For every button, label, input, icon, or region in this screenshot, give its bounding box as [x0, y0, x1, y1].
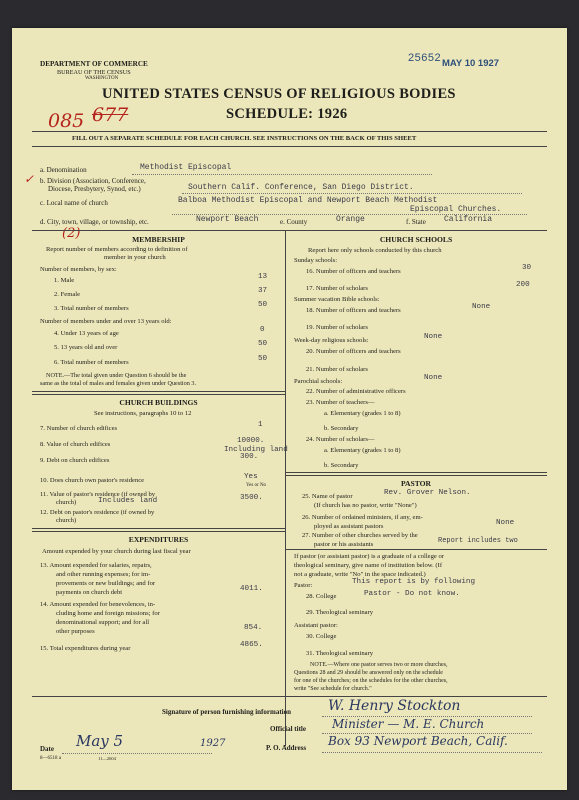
red-circled-mark: (2) — [62, 226, 81, 241]
pastor-subheading: Pastor: — [294, 582, 313, 589]
q30-label: 30. College — [306, 633, 337, 640]
assistant-pastor-subheading: Assistant pastor: — [294, 622, 338, 629]
q24b-label: b. Secondary — [324, 462, 359, 469]
q14-label-4: other purposes — [56, 628, 95, 635]
buildings-intro: See instructions, paragraphs 10 to 12 — [94, 410, 192, 417]
q13-value: 4011. — [240, 585, 263, 593]
q7-value: 1 — [258, 421, 263, 429]
schedule-title: SCHEDULE: 1926 — [226, 106, 348, 122]
q1-value: 13 — [258, 273, 268, 281]
pastor-heading: PASTOR — [400, 479, 432, 488]
q13-label-2: and other running expenses; for im- — [56, 571, 151, 578]
members-by-sex-label: Number of members, by sex: — [40, 266, 117, 273]
denomination-value: Methodist Episcopal — [140, 163, 232, 172]
q29-label: 29. Theological seminary — [306, 609, 374, 616]
date-label: Date — [40, 745, 54, 753]
q13-label-1: 13. Amount expended for salaries, repairs, — [40, 562, 152, 569]
sunday-schools-label: Sunday schools: — [294, 257, 338, 264]
q16-value: 30 — [522, 264, 532, 272]
pastor-note-3: for one of the churches; on the schedules for the other churches, — [294, 678, 448, 684]
graduate-note-1: If pastor (or assistant pastor) is a graduate of a college or — [294, 553, 444, 560]
q11-label-1: 11. Value of pastor's residence (if owned by — [40, 491, 156, 498]
buildings-heading: CHURCH BUILDINGS — [119, 398, 198, 407]
q22-label: 22. Number of administrative officers — [306, 388, 406, 395]
q28-value-2: Pastor - Do not know. — [364, 590, 460, 598]
q5-label: 5. 13 years old and over — [54, 344, 118, 351]
local-name-value-1: Balboa Methodist Episcopal and Newport Beach Methodist — [178, 196, 438, 205]
form-number: 8—6518 a — [40, 756, 61, 761]
graduate-note-2: theological seminary, give name of institution below. (If — [294, 562, 443, 569]
q20-label: 20. Number of officers and teachers — [306, 348, 401, 355]
expenditures-heading: EXPENDITURES — [128, 535, 189, 544]
summer-schools-label: Summer vacation Bible schools: — [294, 296, 380, 303]
q2-label: 2. Female — [54, 291, 81, 298]
q19-label: 19. Number of scholars — [306, 324, 368, 331]
q18-label: 18. Number of officers and teachers — [306, 307, 401, 314]
q8-note: Including land — [224, 446, 288, 454]
denomination-label: a. Denomination — [40, 166, 87, 174]
schools-heading: CHURCH SCHOOLS — [379, 235, 453, 244]
membership-intro-1: Report number of members according to definition of — [46, 246, 188, 253]
q13-label-4: payments on church debt — [56, 589, 123, 596]
date-year: 1927 — [200, 738, 226, 749]
q27-label-1: 27. Number of other churches served by the — [302, 532, 418, 539]
official-title-value: Minister — M. E. Church — [332, 717, 485, 731]
q3-label: 3. Total number of members — [54, 305, 129, 312]
po-address-value: Box 93 Newport Beach, Calif. — [328, 734, 508, 748]
received-stamp-number: 25652 — [408, 52, 442, 64]
local-name-label: c. Local name of church — [40, 199, 108, 207]
signature-value: W. Henry Stockton — [328, 698, 461, 714]
q17-value: 200 — [516, 281, 530, 289]
division-label-2: Diocese, Presbytery, Synod, etc.) — [48, 185, 141, 193]
q25-label: 25. Name of pastor — [302, 493, 353, 500]
print-number: 11—2604 — [98, 756, 116, 761]
form-title: UNITED STATES CENSUS OF RELIGIOUS BODIES — [102, 86, 456, 102]
membership-intro-2: member in your church — [104, 254, 166, 261]
q25-hint: (If church has no pastor, write "None") — [314, 502, 417, 509]
state-value: California — [444, 215, 493, 224]
q25-value: Rev. Grover Nelson. — [384, 489, 471, 497]
pastor-note-1: NOTE.—Where one pastor serves two or more churches, — [310, 662, 448, 668]
q12-label-2: church) — [56, 517, 77, 524]
q3-value: 50 — [258, 301, 268, 309]
q8-label: 8. Value of church edifices — [40, 441, 111, 448]
q14-label-2: cluding home and foreign missions; for — [56, 610, 160, 617]
red-check-mark: ✓ — [24, 172, 35, 186]
date-value: May 5 — [76, 732, 124, 750]
state-label: f. State — [406, 218, 426, 226]
q4-label: 4. Under 13 years of age — [54, 330, 119, 337]
pastor-note-2: Questions 28 and 29 should be answered only on the schedule — [294, 670, 443, 676]
q4-value: 0 — [260, 326, 265, 334]
expenditures-intro: Amount expended by your church during last fiscal year — [42, 548, 191, 555]
division-value: Southern Calif. Conference, San Diego District. — [188, 183, 414, 192]
q9-label: 9. Debt on church edifices — [40, 457, 110, 464]
q26-value: None — [496, 519, 515, 527]
q28-label: 28. College — [306, 593, 337, 600]
county-value: Orange — [336, 215, 365, 224]
po-address-label: P. O. Address — [266, 744, 307, 752]
official-title-label: Official title — [270, 725, 306, 733]
q2-value: 37 — [258, 287, 268, 295]
q14-value: 854. — [244, 624, 263, 632]
division-label-1: b. Division (Association, Conference, — [40, 177, 146, 185]
parochial-schools-label: Parochial schools: — [294, 378, 343, 385]
q31-label: 31. Theological seminary — [306, 650, 374, 657]
members-by-age-label: Number of members under and over 13 years old: — [40, 318, 172, 325]
membership-note-1: NOTE.—The total given under Question 6 should be the — [46, 372, 187, 379]
q10-label: 10. Does church own pastor's residence — [40, 477, 145, 484]
q5-value: 50 — [258, 340, 268, 348]
q16-label: 16. Number of officers and teachers — [306, 268, 401, 275]
q14-label-3: denominational support; and for all — [56, 619, 150, 626]
q1-label: 1. Male — [54, 277, 75, 284]
weekday-schools-label: Week-day religious schools: — [294, 337, 369, 344]
q27-label-2: pastor or his assistants — [314, 541, 374, 548]
weekday-schools-value: None — [424, 333, 443, 341]
q10-value: Yes — [244, 473, 258, 481]
q9-value: 300. — [240, 453, 259, 461]
q23a-label: a. Elementary (grades 1 to 8) — [324, 410, 401, 417]
q12-label-1: 12. Debt on pastor's residence (if owned by — [40, 509, 155, 516]
q28-value-1: This report is by following — [352, 578, 476, 586]
city-value: Newport Beach — [196, 215, 259, 224]
q27-value: Report includes two — [438, 537, 518, 545]
q24-label: 24. Number of scholars— — [306, 436, 375, 443]
q17-label: 17. Number of scholars — [306, 285, 368, 292]
q11-note: Includes land — [98, 497, 158, 505]
graduate-note-3: not a graduate, write "No" in the space indicated.) — [294, 571, 426, 578]
q6-value: 50 — [258, 355, 268, 363]
parochial-schools-value: None — [424, 374, 443, 382]
city-label: WASHINGTON — [85, 76, 119, 81]
received-stamp-date: MAY 10 1927 — [442, 58, 500, 69]
q23-label: 23. Number of teachers— — [306, 399, 375, 406]
local-name-value-2: Episcopal Churches. — [410, 205, 502, 214]
schools-intro: Report here only schools conducted by this church — [308, 247, 442, 254]
membership-note-2: same as the total of males and females given under Question 3. — [40, 380, 197, 387]
q14-label-1: 14. Amount expended for benevolences, in- — [40, 601, 156, 608]
census-schedule-sheet — [12, 28, 567, 790]
q13-label-3: provements or new buildings; and for — [56, 580, 156, 587]
form-subtitle: FILL OUT A SEPARATE SCHEDULE FOR EACH CHURCH. SEE INSTRUCTIONS ON THE BACK OF THIS SHEET — [72, 135, 417, 142]
q7-label: 7. Number of church edifices — [40, 425, 118, 432]
q15-label: 15. Total expenditures during year — [40, 645, 131, 652]
q18-value: None — [472, 303, 491, 311]
q8-value: 10000. — [237, 437, 265, 445]
q21-label: 21. Number of scholars — [306, 366, 368, 373]
q24a-label: a. Elementary (grades 1 to 8) — [324, 447, 401, 454]
membership-heading: MEMBERSHIP — [132, 235, 185, 244]
q26-label-2: ployed as assistant pastors — [314, 523, 384, 530]
red-struck-number: 677 — [92, 104, 129, 126]
q15-value: 4865. — [240, 641, 263, 649]
city-label-d: d. City, town, village, or township, etc. — [40, 218, 149, 226]
county-label: e. County — [280, 218, 308, 226]
q11-label-2: church) — [56, 499, 77, 506]
q23b-label: b. Secondary — [324, 425, 359, 432]
bureau-label: BUREAU OF THE CENSUS — [57, 69, 131, 76]
q6-label: 6. Total number of members — [54, 359, 129, 366]
signature-label: Signature of person furnishing information — [162, 708, 291, 716]
yes-or-no-hint: Yes or No — [246, 483, 267, 488]
q26-label-1: 26. Number of ordained ministers, if any, em- — [302, 514, 423, 521]
red-file-number: 085 — [48, 110, 85, 132]
q11-value: 3500. — [240, 494, 263, 502]
pastor-note-4: write "See schedule for church." — [294, 686, 372, 692]
department-label: DEPARTMENT OF COMMERCE — [40, 60, 148, 68]
